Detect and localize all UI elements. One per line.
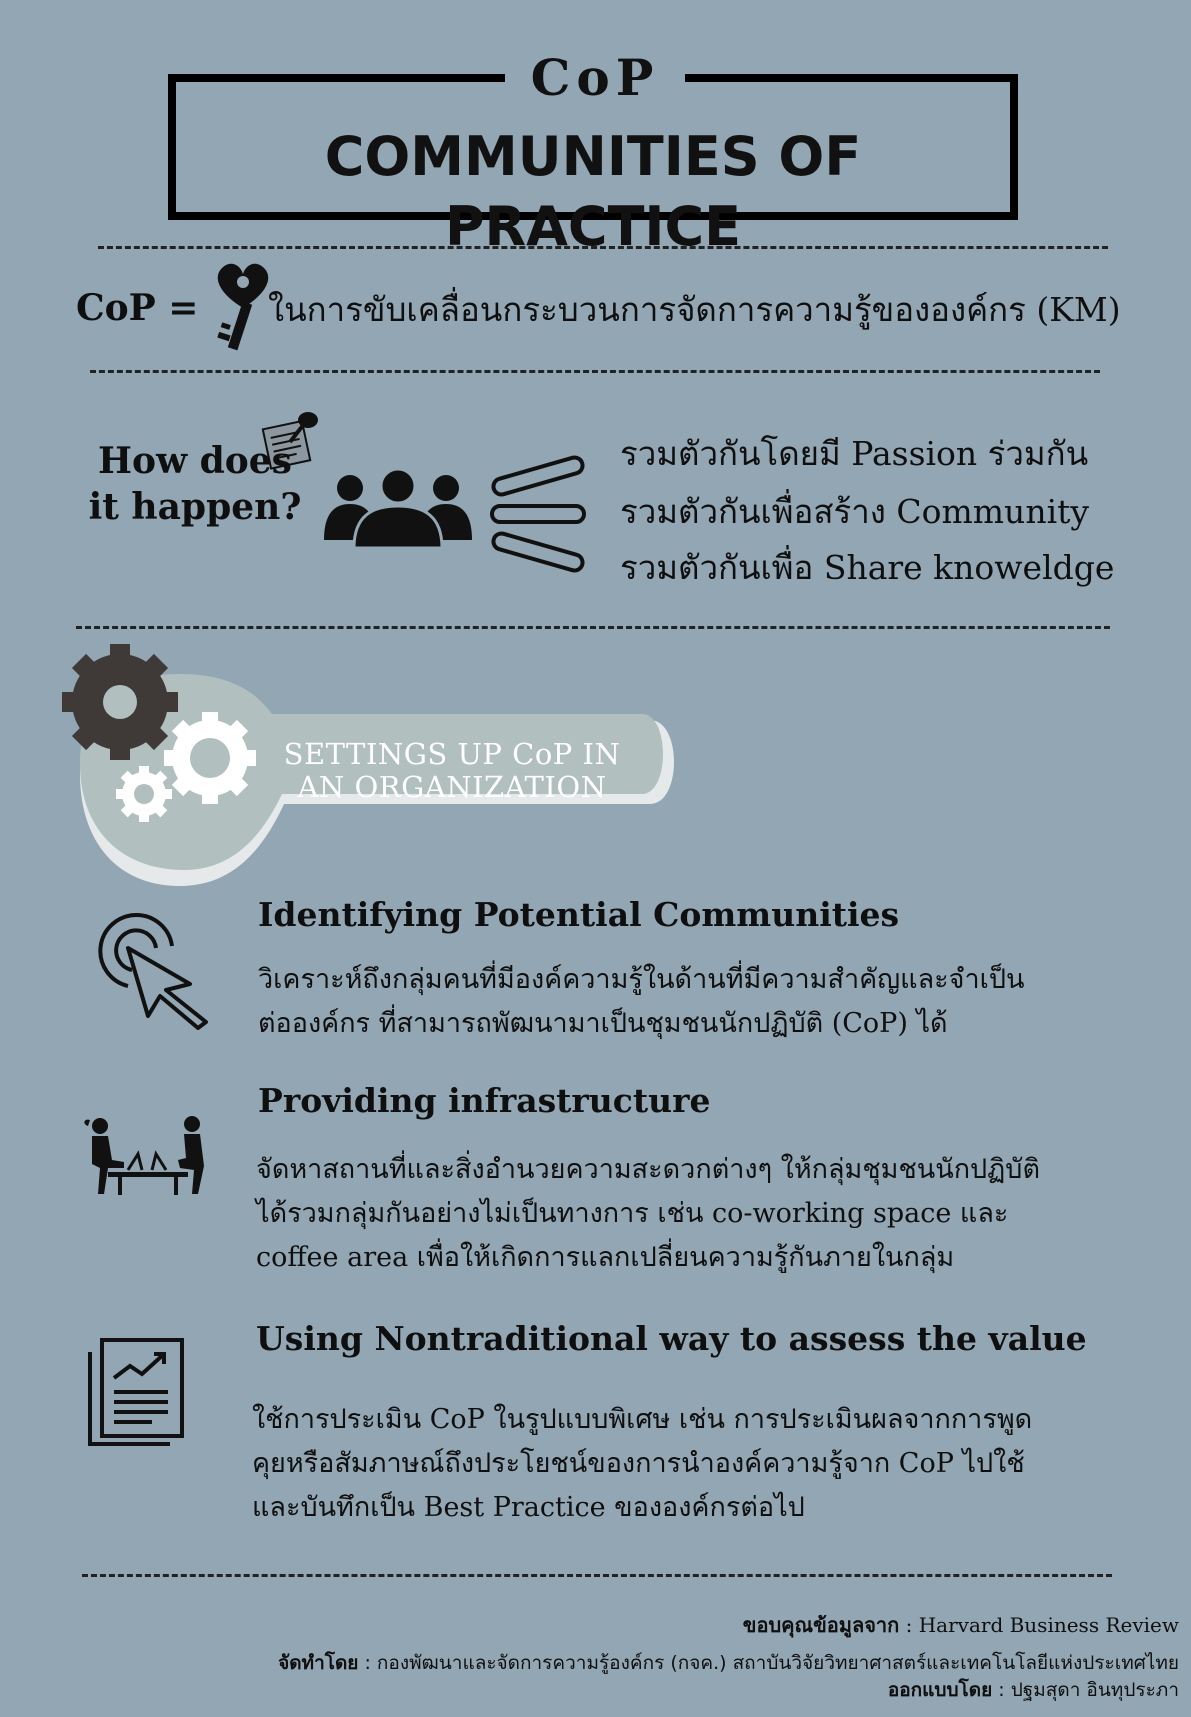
credit-made-by <box>278 1650 1179 1676</box>
how-point-3: รวมตัวกันเพื่อ Share knoweldge <box>620 548 1115 587</box>
title-abbrev: CoP <box>505 48 685 108</box>
cop-equals-label: CoP = <box>76 287 199 329</box>
credit-made-value: : กองพัฒนาและจัดการความรู้องค์กร (กจค.) สถาบันวิจัยวิทยาศาสตร์และเทคโนโลยีแห่งประเทศไทย <box>364 1652 1179 1674</box>
section-title: Providing infrastructure <box>258 1081 711 1120</box>
credit-source <box>743 1612 1179 1638</box>
section-body-line: ได้รวมกลุ่มกันอย่างไม่เป็นทางการ เช่น co-working space และ <box>256 1198 1009 1229</box>
credit-design-label: ออกแบบโดย <box>887 1679 993 1701</box>
credit-source-value: : Harvard Business Review <box>905 1613 1179 1637</box>
settings-label: SETTINGS UP CoP IN AN ORGANIZATION <box>283 737 621 804</box>
report-chart-icon <box>86 1336 186 1448</box>
credit-design-value: : ปฐมสุดา อินทุประภา <box>998 1679 1179 1701</box>
credit-designed-by <box>888 1677 1179 1703</box>
section-title: Identifying Potential Communities <box>258 895 900 934</box>
divider <box>90 370 1100 373</box>
divider <box>76 626 1110 629</box>
credit-made-label: จัดทำโดย <box>278 1652 359 1674</box>
how-point-1: รวมตัวกันโดยมี Passion ร่วมกัน <box>620 434 1089 473</box>
section-body-line: จัดหาสถานที่และสิ่งอำนวยความสะดวกต่างๆ ให้กลุ่มชุมชนนักปฏิบัติ <box>256 1154 1040 1185</box>
divider <box>82 1574 1112 1577</box>
section-title: Using Nontraditional way to assess the value <box>256 1319 1087 1358</box>
section-body-line: วิเคราะห์ถึงกลุ่มคนที่มีองค์ความรู้ในด้านที่มีความสำคัญและจำเป็น <box>258 964 1025 995</box>
divider <box>98 246 1108 249</box>
section-body-line: ใช้การประเมิน CoP ในรูปแบบพิเศษ เช่น การประเมินผลจากการพูด <box>252 1404 1033 1435</box>
people-meeting-icon <box>80 1114 216 1198</box>
section-body <box>256 1148 1116 1280</box>
credit-source-label: ขอบคุณข้อมูลจาก <box>742 1613 900 1637</box>
section-body <box>258 958 1118 1046</box>
cursor-click-icon <box>88 912 216 1030</box>
section-body-line: ต่อองค์กร ที่สามารถพัฒนามาเป็นชุมชนนักปฏิบัติ (CoP) ได้ <box>258 1008 948 1039</box>
section-body-line: คุยหรือสัมภาษณ์ถึงประโยชน์ของการนำองค์ความรู้จาก CoP ไปใช้ <box>252 1448 1025 1479</box>
cop-definition-text: ในการขับเคลื่อนกระบวนการจัดการความรู้ขององค์กร (KM) <box>268 290 1121 329</box>
group-people-icon <box>320 470 476 550</box>
page-title: COMMUNITIES OF PRACTICE <box>324 125 862 258</box>
section-body-line: coffee area เพื่อให้เกิดการแลกเปลี่ยนความรู้กันภายในกลุ่ม <box>256 1242 955 1273</box>
key-icon <box>210 258 276 356</box>
section-body <box>252 1398 1112 1530</box>
section-body-line: และบันทึกเป็น Best Practice ขององค์กรต่อไป <box>252 1492 805 1523</box>
how-point-2: รวมตัวกันเพื่อสร้าง Community <box>620 492 1090 531</box>
three-lines-icon <box>488 454 588 574</box>
how-question: How does it happen? <box>88 440 302 528</box>
gears-icon <box>60 640 260 830</box>
